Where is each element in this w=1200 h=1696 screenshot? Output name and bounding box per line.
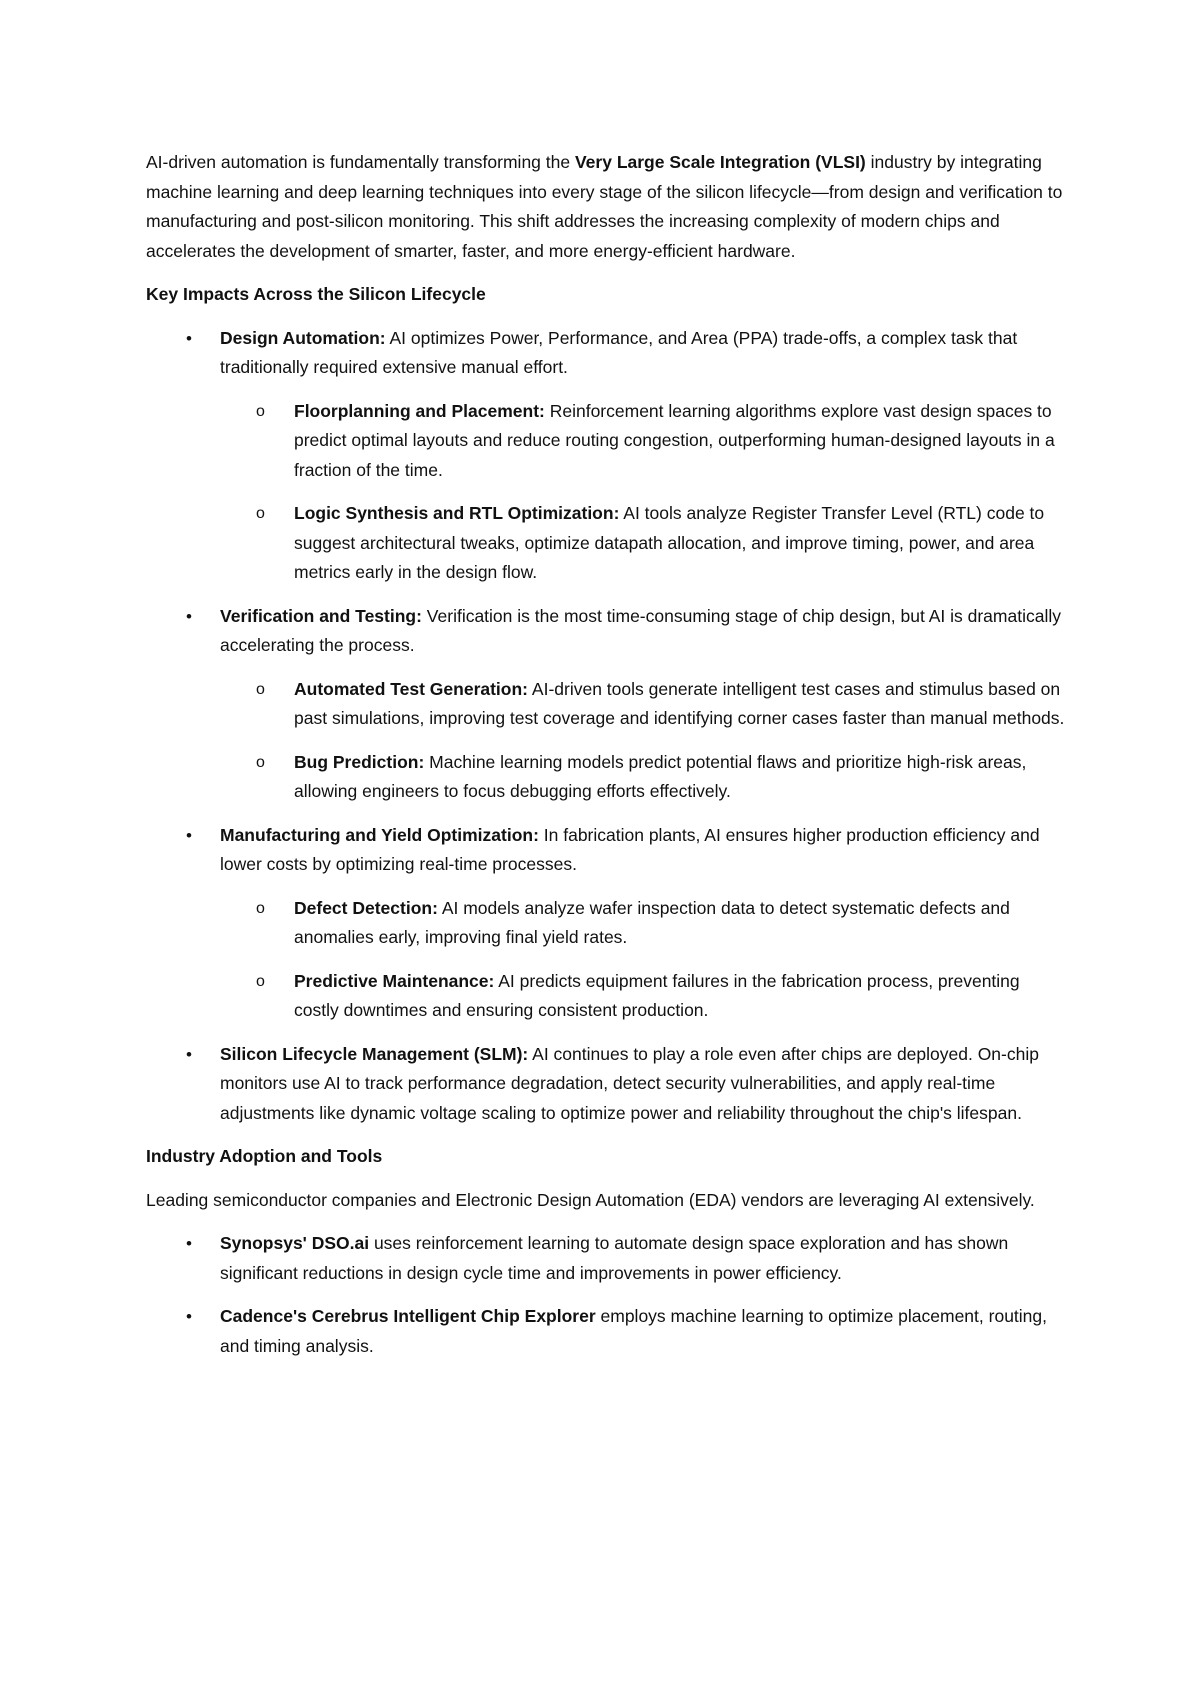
sub-list-item bbox=[220, 748, 1066, 807]
sub-list-item bbox=[220, 894, 1066, 953]
bullet-icon: • bbox=[186, 1044, 192, 1064]
item-text: employs machine learning to optimize placement, routing, and timing analysis. bbox=[220, 1306, 1047, 1356]
sub-list-item bbox=[220, 675, 1066, 734]
sub-item-title: Floorplanning and Placement: bbox=[294, 400, 545, 421]
item-text: In fabrication plants, AI ensures higher production efficiency and lower costs by optimizing real-time processes. bbox=[220, 824, 1040, 874]
document-body bbox=[146, 148, 1066, 1375]
sub-item-title: Logic Synthesis and RTL Optimization: bbox=[294, 503, 620, 523]
intro-text-2: industry by integrating machine learning and deep learning techniques into every stage of the silicon lifecycle—from design and verification to manufacturing and post-silicon monitoring. This shift addresses the increasing complexity of modern chips and accelerates the development of smarter, faster, and more energy-efficient hardware. bbox=[146, 152, 1063, 261]
item-title: Verification and Testing: bbox=[220, 605, 422, 626]
bullet-icon: • bbox=[186, 1307, 192, 1326]
bullet-icon: • bbox=[186, 825, 192, 845]
circle-bullet-icon: o bbox=[256, 972, 265, 990]
bullet-icon: • bbox=[186, 1234, 192, 1253]
circle-bullet-icon: o bbox=[256, 680, 265, 698]
intro-text-1: AI-driven automation is fundamentally transforming the bbox=[146, 152, 575, 172]
item-title: Synopsys' DSO.ai bbox=[220, 1233, 370, 1253]
sub-list-item bbox=[220, 397, 1066, 486]
list-item bbox=[146, 602, 1066, 807]
impacts-list bbox=[146, 324, 1066, 1129]
item-text: AI optimizes Power, Performance, and Area (PPA) trade-offs, a complex task that traditionally required extensive manual effort. bbox=[220, 327, 1018, 377]
adoption-intro-paragraph: Leading semiconductor companies and Electronic Design Automation (EDA) vendors are leveraging AI extensively. bbox=[146, 1189, 1035, 1210]
sub-item-text: AI models analyze wafer inspection data to detect systematic defects and anomalies early, improving final yield rates. bbox=[294, 897, 1010, 947]
section-heading-impacts: Key Impacts Across the Silicon Lifecycle bbox=[146, 284, 486, 304]
circle-bullet-icon: o bbox=[256, 899, 265, 917]
bullet-icon: • bbox=[186, 606, 192, 626]
sub-item-text: AI-driven tools generate intelligent test cases and stimulus based on past simulations, improving test coverage and identifying corner cases faster than manual methods. bbox=[294, 678, 1065, 728]
sub-list-item bbox=[220, 967, 1066, 1026]
intro-bold-term: Very Large Scale Integration (VLSI) bbox=[574, 152, 866, 172]
adoption-list bbox=[146, 1229, 1066, 1361]
sub-item-title: Automated Test Generation: bbox=[294, 678, 529, 699]
sub-list-item bbox=[220, 499, 1066, 588]
bullet-icon: • bbox=[186, 328, 192, 348]
item-title: Design Automation: bbox=[220, 327, 386, 348]
intro-paragraph bbox=[146, 148, 1066, 266]
sub-list bbox=[220, 894, 1066, 1026]
section-heading-adoption: Industry Adoption and Tools bbox=[146, 1146, 383, 1166]
circle-bullet-icon: o bbox=[256, 753, 265, 771]
sub-item-text: AI tools analyze Register Transfer Level (RTL) code to suggest architectural tweaks, optimize datapath allocation, and improve timing, power, and area metrics early in the design flow. bbox=[294, 503, 1045, 582]
circle-bullet-icon: o bbox=[256, 505, 265, 522]
item-title: Manufacturing and Yield Optimization: bbox=[220, 824, 539, 845]
list-item bbox=[146, 1229, 1066, 1288]
list-item bbox=[146, 324, 1066, 588]
item-text: Verification is the most time-consuming stage of chip design, but AI is dramatically accelerating the process. bbox=[220, 605, 1061, 655]
sub-item-title: Predictive Maintenance: bbox=[294, 970, 495, 991]
sub-item-title: Defect Detection: bbox=[294, 897, 438, 918]
item-text: AI continues to play a role even after chips are deployed. On-chip monitors use AI to track performance degradation, detect security vulnerabilities, and apply real-time adjustments like dynamic voltage scaling to optimize power and reliability throughout the chip's lifespan. bbox=[220, 1043, 1039, 1123]
sub-item-text: AI predicts equipment failures in the fabrication process, preventing costly downtimes and ensuring consistent production. bbox=[294, 970, 1020, 1020]
item-title: Cadence's Cerebrus Intelligent Chip Explorer bbox=[220, 1306, 596, 1326]
item-text: uses reinforcement learning to automate design space exploration and has shown significant reductions in design cycle time and improvements in power efficiency. bbox=[220, 1233, 1009, 1283]
circle-bullet-icon: o bbox=[256, 402, 265, 420]
sub-list bbox=[220, 675, 1066, 807]
list-item bbox=[146, 821, 1066, 1026]
list-item bbox=[146, 1040, 1066, 1129]
item-title: Silicon Lifecycle Management (SLM): bbox=[220, 1043, 529, 1064]
sub-item-title: Bug Prediction: bbox=[294, 751, 425, 772]
list-item bbox=[146, 1302, 1066, 1361]
sub-item-text: Reinforcement learning algorithms explore vast design spaces to predict optimal layouts and reduce routing congestion, outperforming human-designed layouts in a fraction of the time. bbox=[294, 400, 1055, 480]
sub-item-text: Machine learning models predict potential flaws and prioritize high-risk areas, allowing engineers to focus debugging efforts effectively. bbox=[294, 751, 1027, 801]
sub-list bbox=[220, 397, 1066, 588]
